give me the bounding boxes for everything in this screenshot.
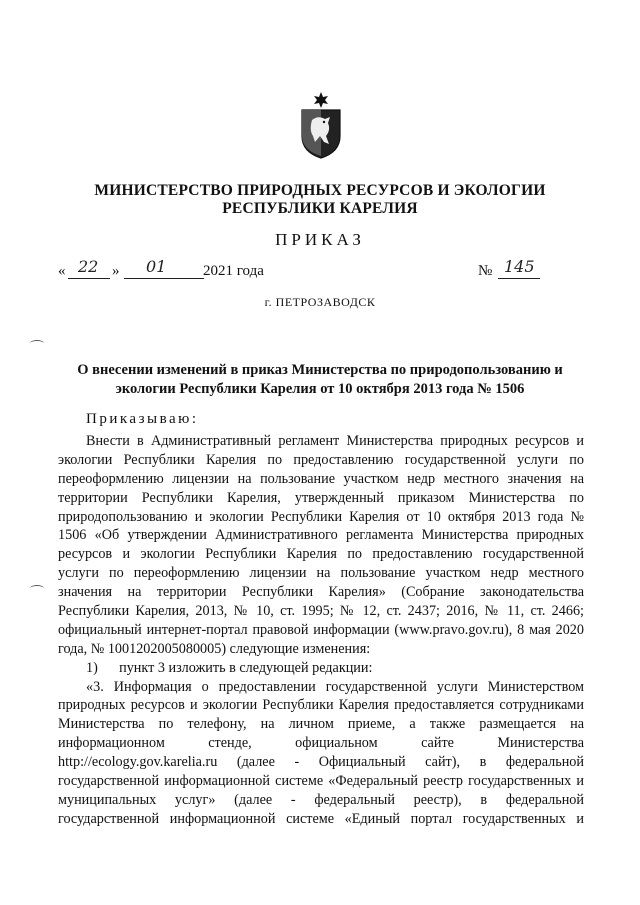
- body-line: 1) пункт 3 изложить в следующей редакции:: [86, 659, 373, 676]
- date-number-row: [58, 257, 568, 285]
- order-number: 145: [504, 257, 535, 276]
- prikazyvayu-heading: Приказываю:: [86, 411, 199, 427]
- document-type-title: ПРИКАЗ: [275, 230, 365, 249]
- body-line: года, № 1001202005080005) следующие изменения:: [58, 640, 371, 657]
- karelia-coat-of-arms-icon: [298, 90, 344, 160]
- open-quote: «: [58, 263, 66, 279]
- month-underline: [124, 278, 204, 279]
- body-line: 1506 «Об утверждении Административного регламента Министерства природных: [58, 527, 584, 544]
- body-line: природопользованию и экологии Республики Карелия от 10 октября 2013 года №: [58, 508, 584, 525]
- body-line: переоформлению лицензии на пользование участком недр местного значения на: [58, 470, 584, 487]
- body-line: муниципальных услуг» (далее - федеральный реестр), в федеральной: [58, 791, 584, 808]
- body-line: значения на территории Республики Карелия» (Собрание законодательства: [58, 584, 584, 601]
- body-line: «3. Информация о предоставлении государственной услуги Министерством: [86, 678, 584, 695]
- body-line: территории Республики Карелия, утвержденный приказом Министерства по: [58, 489, 584, 506]
- body-line: услуги по переоформлению лицензии на пользование участком недр местного: [58, 565, 584, 582]
- city-name: г. ПЕТРОЗАВОДСК: [264, 295, 376, 309]
- ministry-name-line2: РЕСПУБЛИКИ КАРЕЛИЯ: [222, 200, 418, 217]
- body-line: информационном стенде, официальном сайте Министерства: [58, 735, 584, 752]
- ministry-name-line1: МИНИСТЕРСТВО ПРИРОДНЫХ РЕСУРСОВ И ЭКОЛОГИИ: [94, 182, 546, 199]
- body-line: Республики Карелия, 2013, № 10, ст. 1995; № 12, ст. 2437; 2016, № 11, ст. 2466;: [58, 603, 584, 620]
- date-day: 22: [78, 257, 99, 276]
- body-line: http://ecology.gov.karelia.ru (далее - Официальный сайт), в федеральной: [58, 754, 584, 771]
- date-year: 2021 года: [203, 263, 264, 279]
- subject-line1: О внесении изменений в приказ Министерства по природопользованию и: [77, 362, 563, 378]
- body-line: экологии Республики Карелия по предоставлению государственной услуги по: [58, 451, 584, 468]
- date-month: 01: [146, 257, 167, 276]
- body-line: ресурсов и экологии Республики Карелия по предоставлению государственной: [58, 546, 584, 563]
- order-body-text: [58, 432, 584, 829]
- day-underline: [68, 278, 110, 279]
- number-label: №: [478, 263, 493, 279]
- body-line: государственной информационной системе «Федеральный реестр государственных и: [58, 773, 584, 790]
- margin-mark: [30, 340, 44, 347]
- close-quote: »: [112, 263, 120, 279]
- body-line: Внести в Административный регламент Министерства природных ресурсов и: [86, 433, 584, 449]
- body-line: Министерства по телефону, на личном приеме, а также размещается на: [58, 716, 584, 733]
- subject-line2: экологии Республики Карелия от 10 октября 2013 года № 1506: [115, 381, 525, 397]
- number-underline: [498, 278, 540, 279]
- body-line: природных ресурсов и экологии Республики Карелия предоставляется сотрудниками: [58, 697, 584, 714]
- body-line: официальный интернет-портал правовой информации (www.pravo.gov.ru), 8 мая 2020: [58, 621, 584, 638]
- body-line: государственной информационной системе «Единый портал государственных и: [58, 810, 584, 827]
- margin-mark: [30, 585, 44, 592]
